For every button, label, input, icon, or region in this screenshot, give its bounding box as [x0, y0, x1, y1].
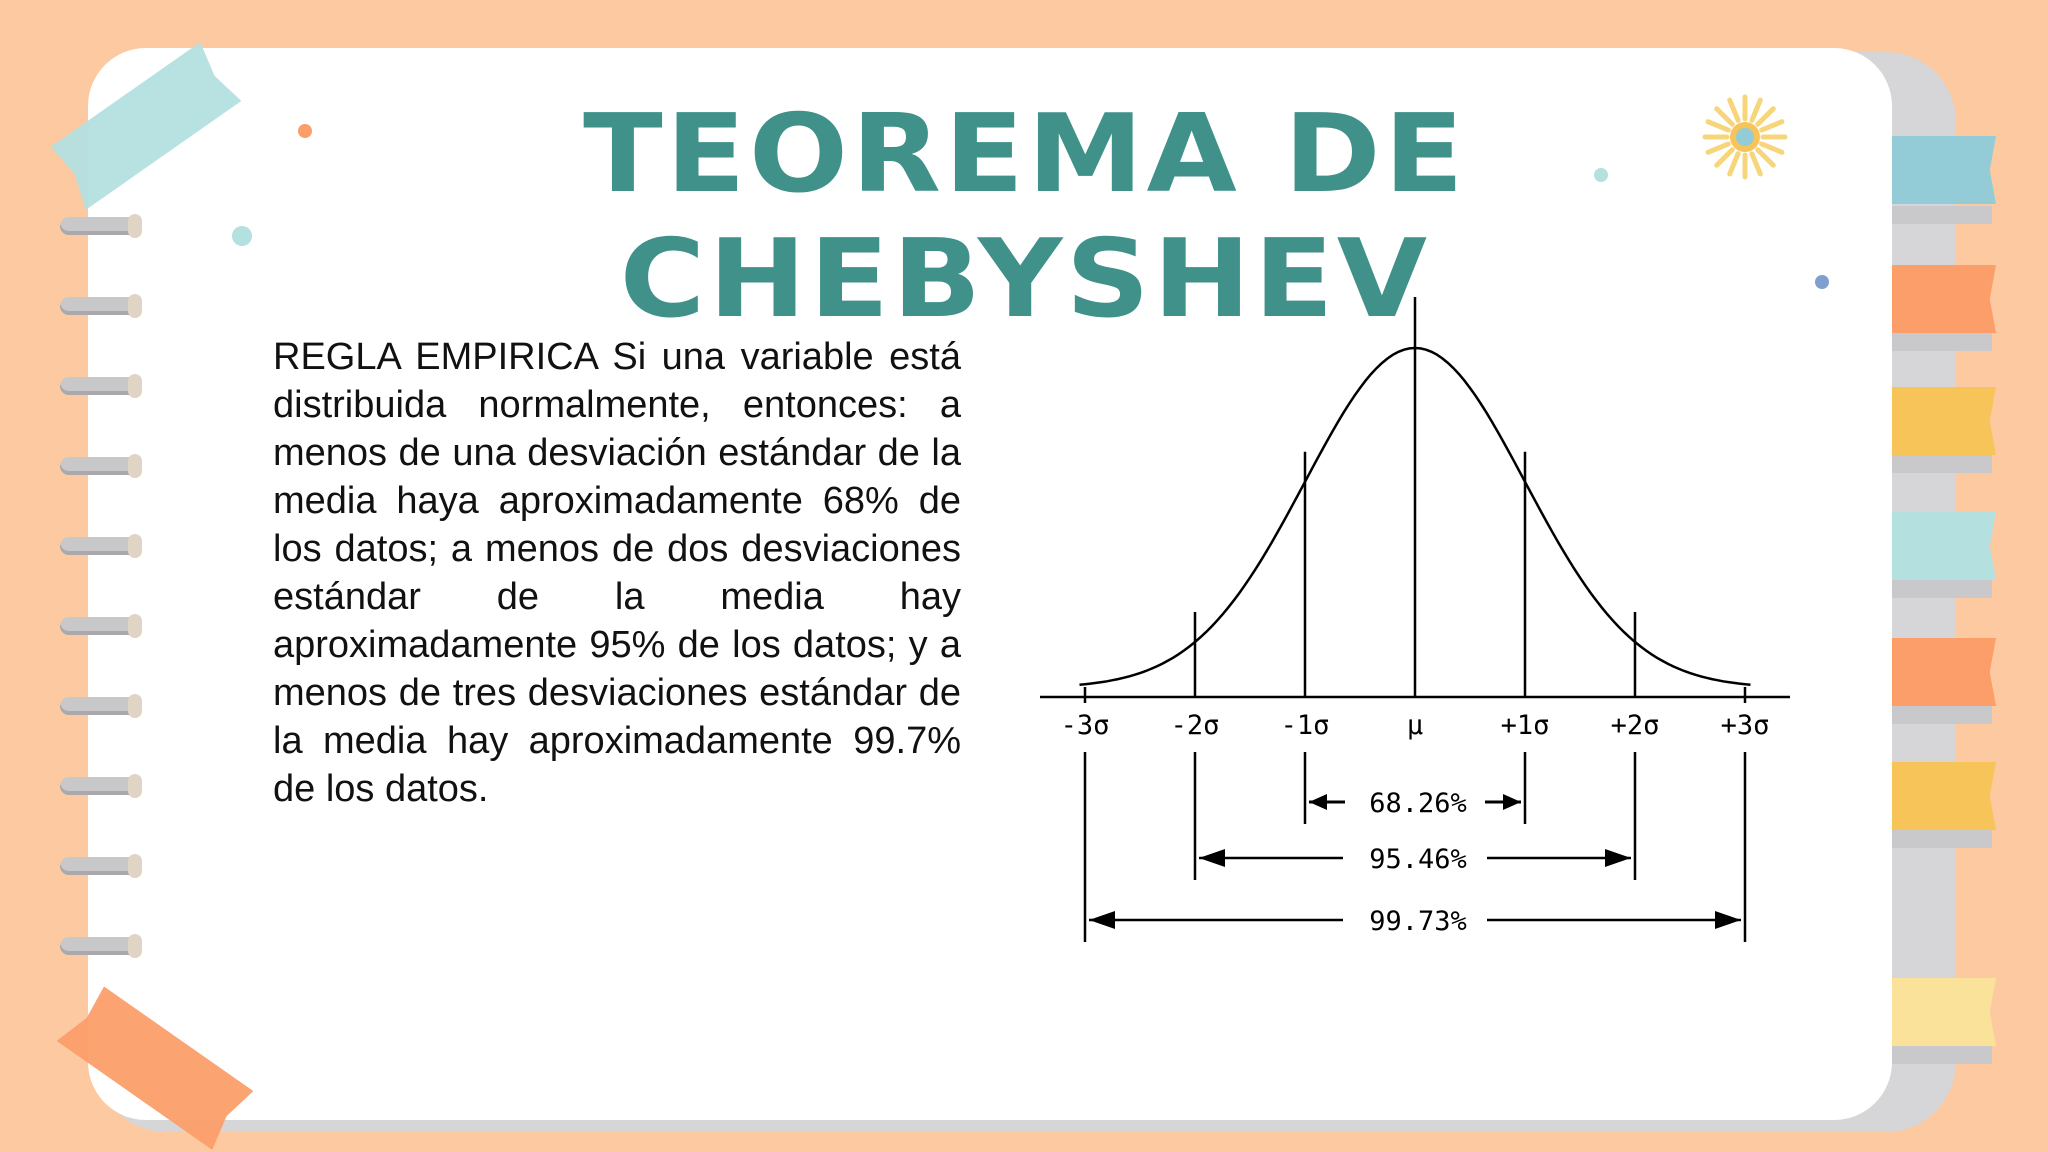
axis-label: +2σ: [1610, 710, 1660, 741]
tab-shadow: [1892, 830, 1992, 848]
axis-label: μ: [1406, 710, 1424, 741]
axis-label: -2σ: [1170, 710, 1220, 741]
spiral-ring-icon: [60, 857, 138, 875]
interval-arrow-head: [1309, 794, 1327, 810]
side-tab-orange[interactable]: [1892, 265, 1996, 333]
interval-label: 99.73%: [1369, 906, 1467, 937]
spiral-ring-icon: [60, 297, 138, 315]
interval-arrow-head: [1715, 911, 1741, 929]
spiral-ring-icon: [60, 937, 138, 955]
side-tab-cream[interactable]: [1892, 978, 1996, 1046]
normal-distribution-diagram: [1030, 290, 1810, 970]
spiral-ring-icon: [60, 537, 138, 555]
side-tab-yellow[interactable]: [1892, 387, 1996, 455]
interval-arrow-head: [1199, 849, 1225, 867]
axis-label: +3σ: [1720, 710, 1770, 741]
spiral-ring-icon: [60, 217, 138, 235]
interval-label: 68.26%: [1369, 788, 1467, 819]
side-tab-mint[interactable]: [1892, 512, 1996, 580]
side-tab-blue[interactable]: [1892, 136, 1996, 204]
axis-label: -1σ: [1280, 710, 1330, 741]
interval-arrow-head: [1605, 849, 1631, 867]
interval-arrow-head: [1503, 794, 1521, 810]
spiral-ring-icon: [60, 697, 138, 715]
tab-shadow: [1892, 706, 1992, 724]
tab-shadow: [1892, 206, 1992, 224]
tab-shadow: [1892, 455, 1992, 473]
side-tab-orange-2[interactable]: [1892, 638, 1996, 706]
page-title: TEOREMA DE CHEBYSHEV: [583, 92, 1467, 342]
side-tab-yellow-2[interactable]: [1892, 762, 1996, 830]
spiral-ring-icon: [60, 777, 138, 795]
spiral-ring-icon: [60, 377, 138, 395]
axis-label: -3σ: [1060, 710, 1110, 741]
spiral-ring-icon: [60, 617, 138, 635]
empirical-rule-text: REGLA EMPIRICA Si una variable está distribuida normalmente, entonces: a menos de una desviación estándar de la media haya aproximadamente 68% de los datos; a menos de dos desviaciones estándar de la media hay aproximadamente 95% de los datos; y a menos de tres desviaciones estándar de la media hay aproximadamente 99.7% de los datos.: [273, 336, 961, 810]
tab-shadow: [1892, 1046, 1992, 1064]
tab-shadow: [1892, 580, 1992, 598]
spiral-ring-icon: [60, 457, 138, 475]
interval-arrow-head: [1089, 911, 1115, 929]
interval-label: 95.46%: [1369, 844, 1467, 875]
tab-shadow: [1892, 333, 1992, 351]
axis-label: +1σ: [1500, 710, 1550, 741]
